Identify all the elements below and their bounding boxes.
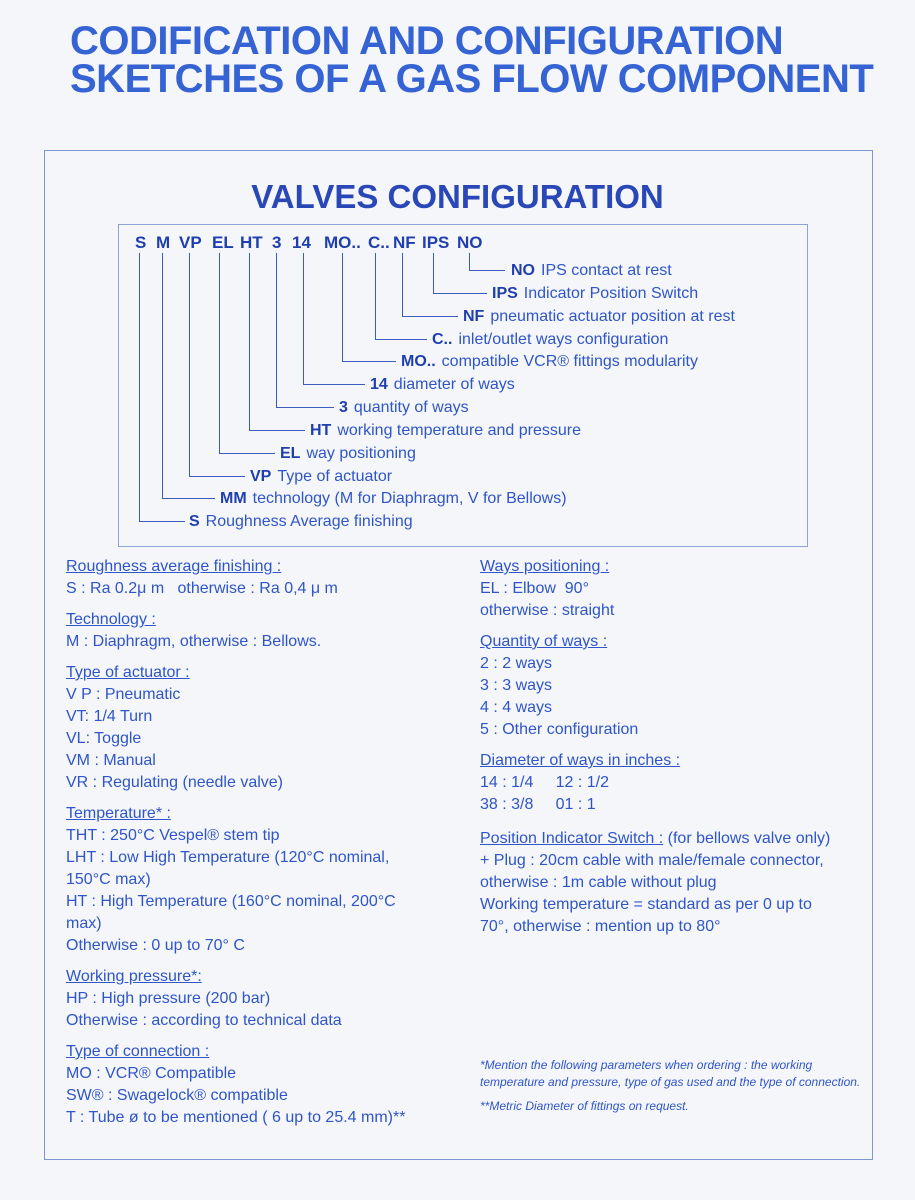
pressure-heading: Working pressure*: (66, 968, 202, 985)
section-title: VALVES CONFIGURATION (251, 178, 664, 215)
actuator-heading: Type of actuator : (66, 664, 190, 681)
diameter-line: 38 : 3/8 01 : 1 (480, 796, 596, 813)
legend-item (492, 284, 698, 304)
legend-item (280, 444, 416, 464)
legend-text: compatible VCR® fittings modularity (441, 353, 698, 370)
tree-line-horizontal (342, 361, 396, 362)
technology-heading: Technology : (66, 611, 156, 628)
position-switch-line: 70°, otherwise : mention up to 80° (480, 918, 721, 935)
pressure-line: Otherwise : according to technical data (66, 1012, 342, 1029)
tree-line-horizontal (375, 339, 427, 340)
legend-text: pneumatic actuator position at rest (490, 308, 735, 325)
legend-text: diameter of ways (393, 376, 515, 393)
actuator-line: VR : Regulating (needle valve) (66, 774, 284, 791)
diameter-line: 14 : 1/4 12 : 1/2 (480, 774, 609, 791)
connection-line: MO : VCR® Compatible (66, 1065, 237, 1082)
page-title-line-1: CODIFICATION AND CONFIGURATION (70, 19, 784, 63)
technology-block (66, 609, 466, 653)
legend-code: NF (463, 308, 485, 325)
quantity-line: 3 : 3 ways (480, 677, 553, 694)
legend-item (401, 352, 698, 372)
legend-code: NO (511, 262, 535, 279)
legend-item (310, 421, 581, 441)
actuator-block (66, 662, 466, 794)
tree-line-vertical (375, 253, 376, 339)
diameter-heading: Diameter of ways in inches : (480, 752, 681, 769)
tree-line-horizontal (469, 270, 505, 271)
quantity-line: 2 : 2 ways (480, 655, 553, 672)
roughness-heading: Roughness average finishing : (66, 558, 282, 575)
tree-line-vertical (249, 253, 250, 430)
code-token-mo: MO.. (324, 233, 361, 252)
legend-item (432, 330, 668, 350)
tree-line-vertical (433, 253, 434, 293)
position-switch-line: otherwise : 1m cable without plug (480, 874, 717, 891)
technology-line: M : Diaphragm, otherwise : Bellows. (66, 633, 322, 650)
temperature-line: LHT : Low High Temperature (120°C nominal, (66, 849, 390, 866)
legend-text: way positioning (306, 445, 416, 462)
code-token-c: C.. (368, 233, 390, 252)
quantity-block (480, 631, 870, 741)
tree-line-vertical (469, 253, 470, 270)
position-switch-line: + Plug : 20cm cable with male/female connector, (480, 852, 824, 869)
connection-line: T : Tube ø to be mentioned ( 6 up to 25.4 mm)** (66, 1109, 406, 1126)
footnote-ordering: *Mention the following parameters when ordering : the working temperature and pressure, type of gas used and the type of connection. (480, 1058, 861, 1089)
legend-code: S (189, 513, 200, 530)
actuator-line: V P : Pneumatic (66, 686, 181, 703)
ways-positioning-block (480, 556, 870, 622)
code-token-ht: HT (240, 233, 263, 252)
temperature-line: Otherwise : 0 up to 70° C (66, 937, 245, 954)
tree-line-horizontal (189, 476, 245, 477)
tree-line-horizontal (219, 453, 275, 454)
legend-item (511, 261, 672, 281)
actuator-line: VL: Toggle (66, 730, 142, 747)
code-token-14: 14 (292, 233, 311, 252)
connection-line: SW® : Swagelock® compatible (66, 1087, 288, 1104)
code-token-3: 3 (272, 233, 282, 252)
code-token-vp: VP (179, 233, 202, 252)
connection-heading: Type of connection : (66, 1043, 210, 1060)
legend-text: Type of actuator (277, 468, 393, 485)
ways-positioning-line: EL : Elbow 90° (480, 580, 589, 597)
page-title-line-2: SKETCHES OF A GAS FLOW COMPONENT (70, 57, 874, 101)
tree-line-vertical (189, 253, 190, 476)
tree-line-horizontal (249, 430, 305, 431)
tree-line-vertical (303, 253, 304, 384)
ways-positioning-heading: Ways positioning : (480, 558, 610, 575)
page-title (70, 19, 874, 101)
legend-code: 14 (370, 376, 388, 393)
tree-line-vertical (342, 253, 343, 361)
legend-item (220, 489, 567, 509)
quantity-line: 5 : Other configuration (480, 721, 639, 738)
footnote-metric: **Metric Diameter of fittings on request. (480, 1099, 689, 1113)
legend-code: EL (280, 445, 301, 462)
left-column (66, 556, 466, 1138)
temperature-block (66, 803, 466, 957)
code-token-s: S (135, 233, 147, 252)
pressure-block (66, 966, 466, 1032)
legend-item (370, 375, 515, 395)
tree-line-horizontal (162, 498, 215, 499)
temperature-line: 150°C max) (66, 871, 151, 888)
position-switch-line: Working temperature = standard as per 0 up to (480, 896, 812, 913)
code-token-no: NO (457, 233, 483, 252)
legend-text: IPS contact at rest (541, 262, 672, 279)
legend-text: quantity of ways (353, 399, 469, 416)
right-column (480, 556, 870, 947)
quantity-heading: Quantity of ways : (480, 633, 608, 650)
actuator-line: VM : Manual (66, 752, 156, 769)
connection-block (66, 1041, 466, 1129)
tree-line-vertical (276, 253, 277, 407)
legend-item (250, 467, 392, 487)
legend-code: C.. (432, 331, 453, 348)
legend-text: technology (M for Diaphragm, V for Bellows) (252, 490, 567, 507)
legend-text: Roughness Average finishing (205, 513, 413, 530)
legend-text: inlet/outlet ways configuration (458, 331, 669, 348)
diameter-block (480, 750, 870, 816)
temperature-heading: Temperature* : (66, 805, 171, 822)
temperature-line: THT : 250°C Vespel® stem tip (66, 827, 280, 844)
code-token-el: EL (212, 233, 234, 252)
footnotes (480, 1057, 865, 1122)
position-switch-suffix: (for bellows valve only) (663, 830, 831, 847)
legend-item (189, 512, 413, 532)
legend-text: working temperature and pressure (337, 422, 582, 439)
legend-item (463, 307, 735, 327)
quantity-line: 4 : 4 ways (480, 699, 553, 716)
pressure-line: HP : High pressure (200 bar) (66, 990, 271, 1007)
temperature-line: HT : High Temperature (160°C nominal, 200°C (66, 893, 396, 910)
actuator-line: VT: 1/4 Turn (66, 708, 153, 725)
legend-text: Indicator Position Switch (523, 285, 699, 302)
legend-code: MO.. (401, 353, 436, 370)
roughness-block (66, 556, 466, 600)
position-switch-heading: Position Indicator Switch : (480, 830, 664, 847)
legend-item (339, 398, 469, 418)
legend-code: HT (310, 422, 332, 439)
tree-line-vertical (219, 253, 220, 453)
tree-line-horizontal (139, 521, 185, 522)
tree-line-horizontal (402, 316, 458, 317)
tree-line-horizontal (303, 384, 365, 385)
legend-code: 3 (339, 399, 348, 416)
code-token-m: M (156, 233, 171, 252)
tree-line-vertical (402, 253, 403, 316)
tree-line-vertical (162, 253, 163, 498)
code-token-nf: NF (393, 233, 416, 252)
tree-line-horizontal (276, 407, 334, 408)
position-switch-title (480, 828, 870, 850)
position-switch-block (480, 828, 870, 938)
legend-code: VP (250, 468, 272, 485)
tree-line-horizontal (433, 293, 487, 294)
code-token-ips: IPS (422, 233, 450, 252)
ways-positioning-line: otherwise : straight (480, 602, 615, 619)
tree-line-vertical (139, 253, 140, 521)
legend-code: MM (220, 490, 247, 507)
roughness-line: S : Ra 0.2μ m otherwise : Ra 0,4 μ m (66, 580, 338, 597)
legend-code: IPS (492, 285, 518, 302)
temperature-line: max) (66, 915, 102, 932)
